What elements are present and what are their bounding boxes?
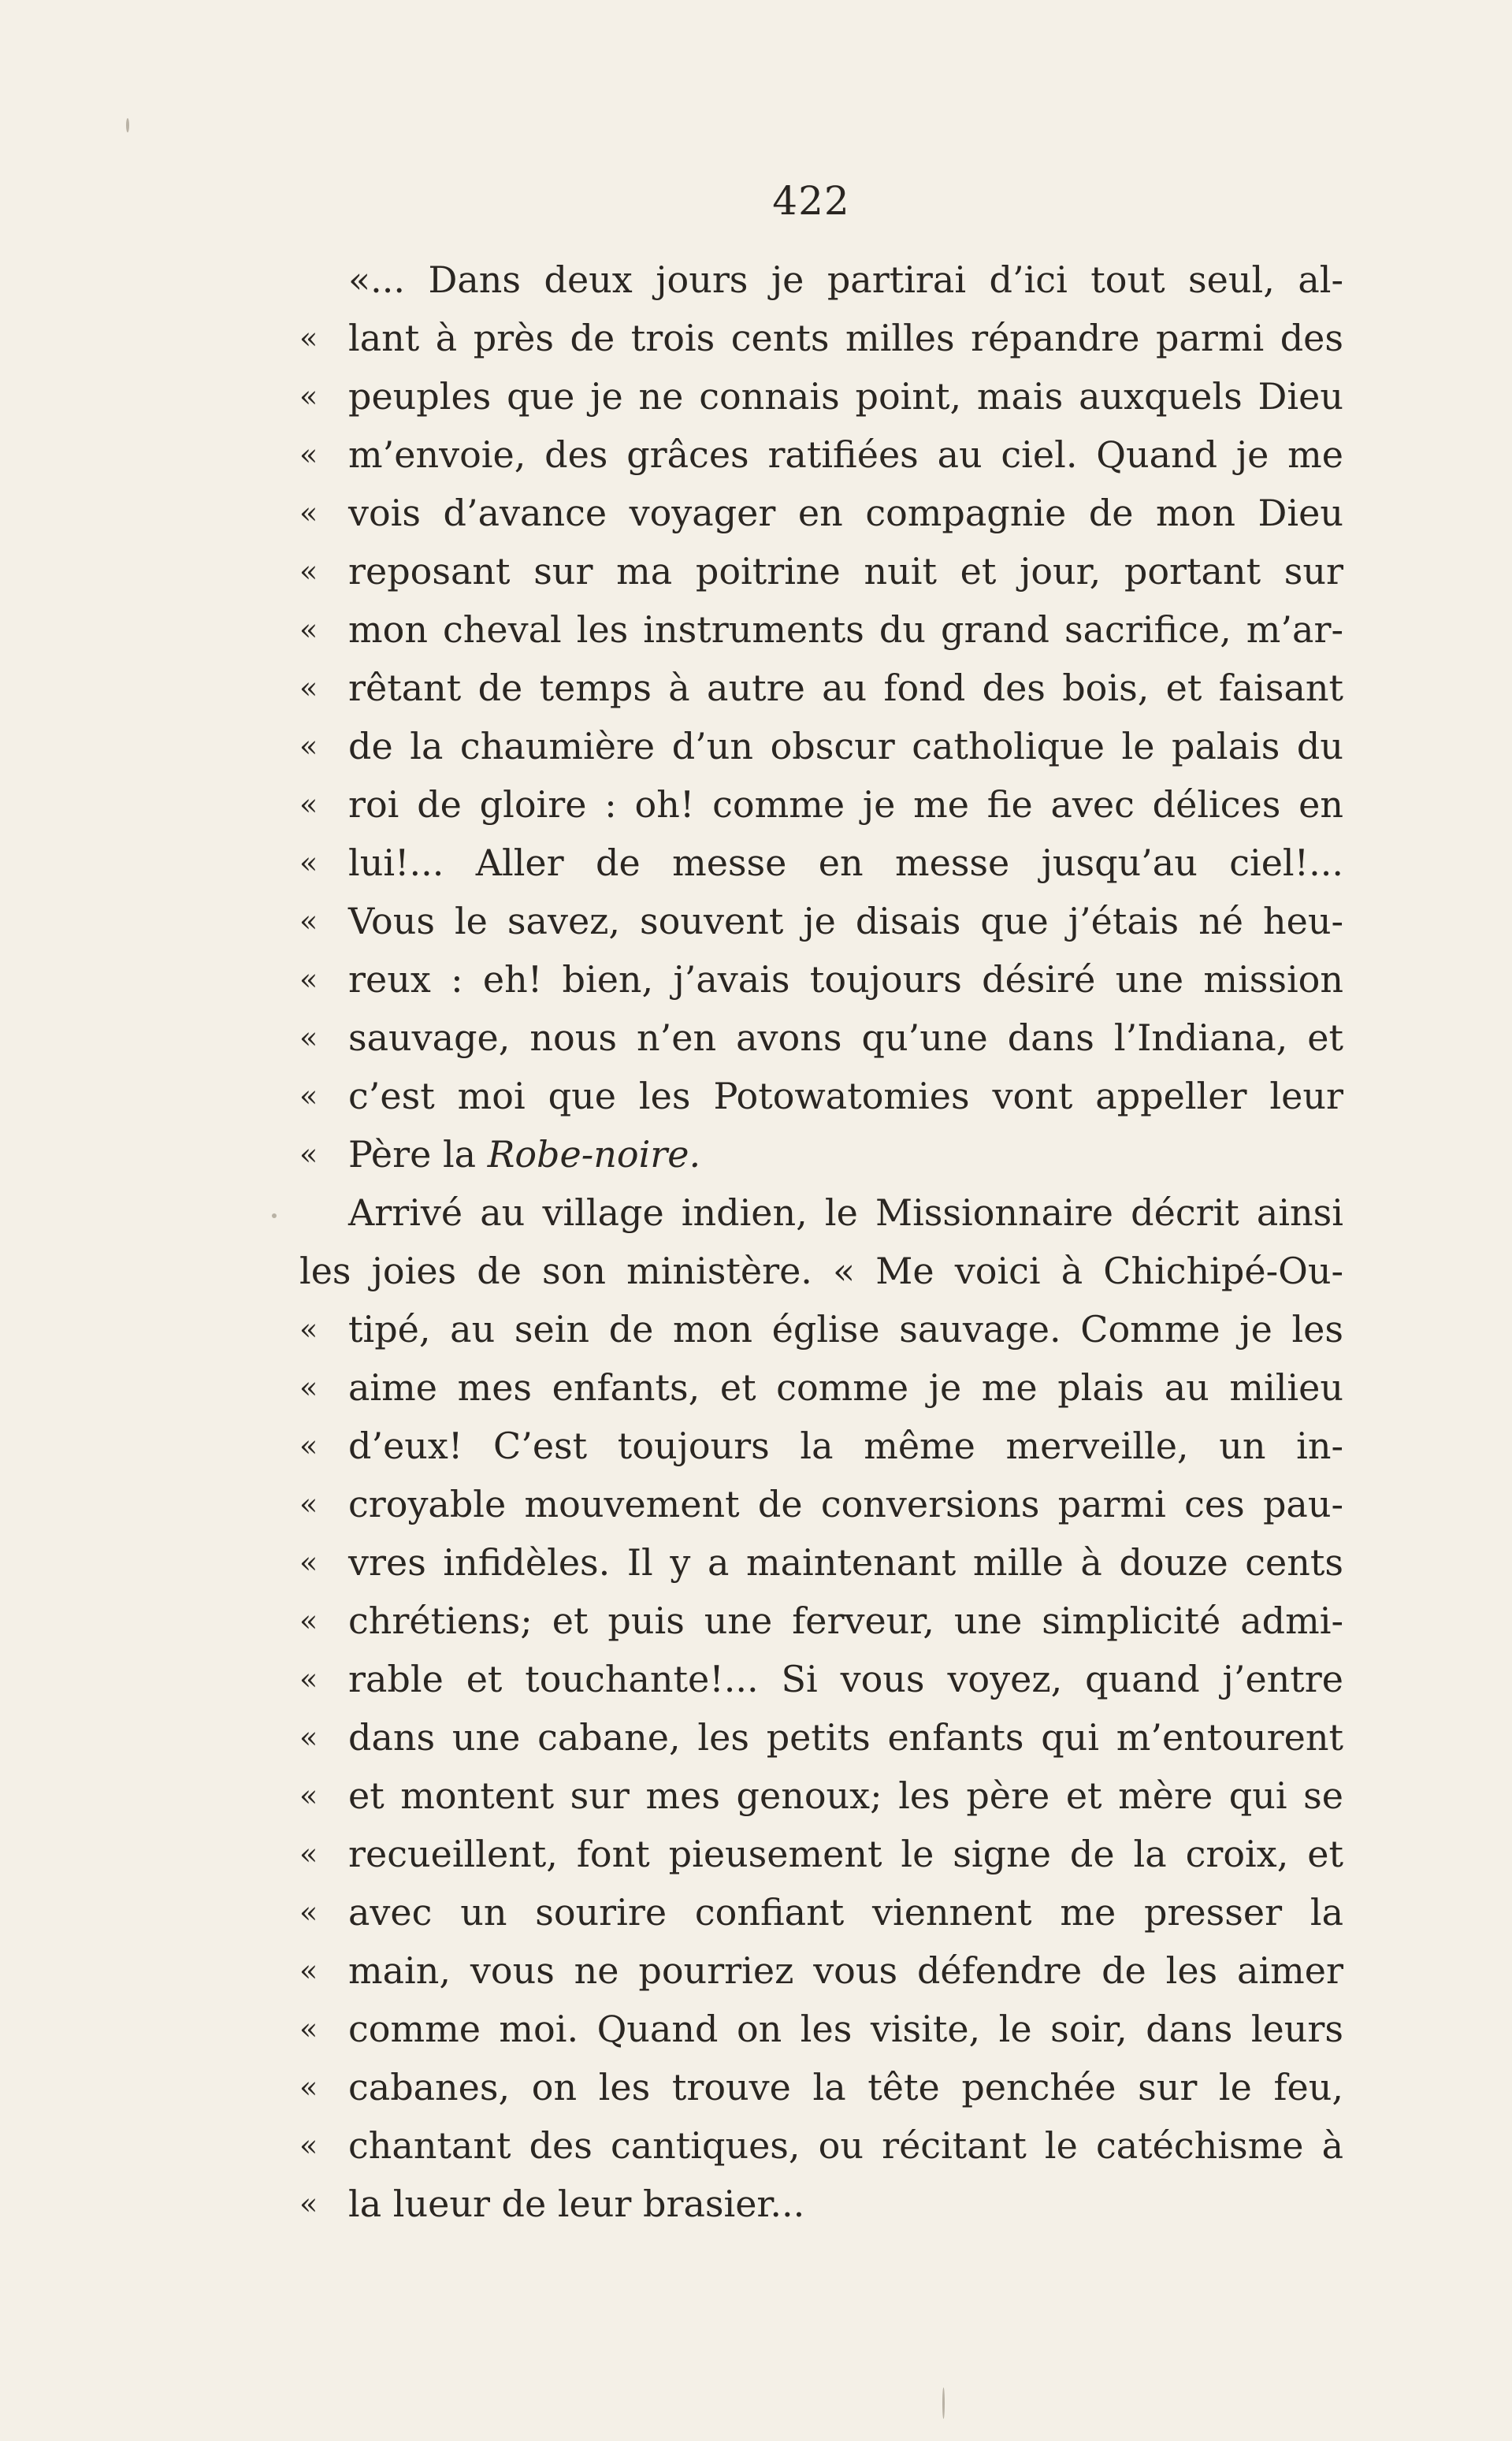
quote-mark: « <box>299 1720 318 1755</box>
line-text <box>299 1242 1343 1300</box>
line-text-run: peuples que je ne connais point, mais auxquels Dieu <box>348 375 1343 418</box>
line-text <box>348 775 1343 834</box>
line-text-run: c’est moi que les Potowatomies vont appeller leur <box>348 1075 1343 1117</box>
line-text-run: vres infidèles. Il y a maintenant mille à douze cents <box>348 1541 1343 1584</box>
text-line <box>299 1825 1343 1883</box>
italic-run: Robe-noire. <box>487 1133 701 1176</box>
line-text-run: tipé, au sein de mon église sauvage. Comme je les <box>348 1308 1343 1351</box>
line-text-run: chantant des cantiques, ou récitant le catéchisme à <box>348 2124 1343 2167</box>
line-text-run: main, vous ne pourriez vous défendre de les aimer <box>348 1949 1343 1992</box>
line-text-run: d’eux! C’est toujours la même merveille, un in- <box>348 1425 1343 1467</box>
quote-mark: « <box>299 1662 318 1696</box>
line-text <box>348 1125 1343 1183</box>
line-text <box>348 892 1343 950</box>
line-text <box>348 950 1343 1009</box>
line-text-run: chrétiens; et puis une ferveur, une simplicité admi- <box>348 1599 1343 1642</box>
line-text-run: roi de gloire : oh! comme je me fie avec délices en <box>348 783 1343 826</box>
line-text <box>348 1708 1343 1767</box>
text-line <box>299 309 1343 367</box>
line-text-run: «... Dans deux jours je partirai d’ici tout seul, al- <box>348 258 1343 301</box>
text-line <box>299 2175 1343 2233</box>
quote-mark: « <box>299 2186 318 2221</box>
line-text <box>348 2000 1343 2058</box>
line-text-run: la lueur de leur brasier... <box>348 2183 805 2225</box>
text-line <box>299 1708 1343 1767</box>
line-text-run: et montent sur mes genoux; les père et mère qui se <box>348 1774 1343 1817</box>
line-text-run: lant à près de trois cents milles répandre parmi des <box>348 317 1343 359</box>
paper-speck <box>126 118 129 132</box>
line-text <box>348 2058 1343 2116</box>
line-text <box>348 1300 1343 1358</box>
text-line <box>299 1650 1343 1708</box>
line-text <box>348 1533 1343 1592</box>
line-text-run: m’envoie, des grâces ratifiées au ciel. Quand je me <box>348 433 1343 476</box>
text-line <box>299 1067 1343 1125</box>
quote-mark: « <box>299 1837 318 1871</box>
text-line <box>299 1358 1343 1417</box>
quote-mark: « <box>299 729 318 764</box>
quote-mark: « <box>299 379 318 414</box>
text-line <box>299 1592 1343 1650</box>
text-line <box>299 2116 1343 2175</box>
text-line <box>299 1475 1343 1533</box>
text-line <box>299 600 1343 659</box>
line-text <box>348 717 1343 775</box>
line-text-run: Père la <box>348 1133 488 1176</box>
body-text <box>299 251 1343 2233</box>
line-text-run: mon cheval les instruments du grand sacrifice, m’ar- <box>348 608 1343 651</box>
quote-mark: « <box>299 1312 318 1347</box>
line-text <box>348 484 1343 542</box>
line-text-run: vois d’avance voyager en compagnie de mon Dieu <box>348 492 1343 534</box>
line-text <box>348 1475 1343 1533</box>
quote-mark: « <box>299 962 318 997</box>
line-text <box>348 309 1343 367</box>
quote-mark: « <box>299 2070 318 2105</box>
line-text-run: Vous le savez, souvent je disais que j’étais né heu- <box>348 900 1343 942</box>
quote-mark: « <box>299 437 318 472</box>
quote-mark: « <box>299 2128 318 2163</box>
quote-mark: « <box>299 1545 318 1580</box>
text-line <box>299 2058 1343 2116</box>
line-text-run: Arrivé au village indien, le Missionnaire décrit ainsi <box>348 1191 1343 1234</box>
line-text-run: rable et touchante!... Si vous voyez, quand j’entre <box>348 1658 1343 1700</box>
text-line <box>299 425 1343 484</box>
line-text <box>348 1358 1343 1417</box>
text-line <box>299 1242 1343 1300</box>
text-line <box>299 367 1343 425</box>
line-text <box>348 1009 1343 1067</box>
text-line <box>299 717 1343 775</box>
line-text <box>299 1183 1343 1242</box>
text-line <box>299 2000 1343 2058</box>
text-line <box>299 542 1343 600</box>
line-text-run: croyable mouvement de conversions parmi ces pau- <box>348 1483 1343 1525</box>
text-line <box>299 1183 1343 1242</box>
text-line <box>299 1417 1343 1475</box>
text-line <box>299 659 1343 717</box>
line-text-run: recueillent, font pieusement le signe de la croix, et <box>348 1833 1343 1875</box>
quote-mark: « <box>299 904 318 938</box>
line-text-run: avec un sourire confiant viennent me presser la <box>348 1891 1343 1934</box>
quote-mark: « <box>299 1778 318 1813</box>
text-line <box>299 1300 1343 1358</box>
line-text <box>348 1650 1343 1708</box>
quote-mark: « <box>299 671 318 705</box>
text-line <box>299 892 1343 950</box>
quote-mark: « <box>299 1020 318 1055</box>
line-text-run: dans une cabane, les petits enfants qui m’entourent <box>348 1716 1343 1759</box>
quote-mark: « <box>299 2012 318 2046</box>
line-text-run: sauvage, nous n’en avons qu’une dans l’Indiana, et <box>348 1016 1343 1059</box>
line-text <box>348 1883 1343 1941</box>
quote-mark: « <box>299 1079 318 1113</box>
line-text <box>348 1417 1343 1475</box>
quote-mark: « <box>299 845 318 880</box>
text-line <box>299 1767 1343 1825</box>
quote-mark: « <box>299 1370 318 1405</box>
line-text-run: reux : eh! bien, j’avais toujours désiré une mission <box>348 958 1343 1001</box>
quote-mark: « <box>299 1429 318 1463</box>
quote-mark: « <box>299 1487 318 1521</box>
line-text <box>348 1067 1343 1125</box>
line-text <box>348 1767 1343 1825</box>
paper-speck <box>272 1213 277 1218</box>
line-text <box>348 834 1343 892</box>
quote-mark: « <box>299 1603 318 1638</box>
text-line <box>299 1533 1343 1592</box>
line-text <box>348 542 1343 600</box>
line-text <box>348 1825 1343 1883</box>
line-text-run: reposant sur ma poitrine nuit et jour, portant sur <box>348 550 1343 593</box>
line-text <box>348 659 1343 717</box>
quote-mark: « <box>299 1895 318 1930</box>
quote-mark: « <box>299 321 318 355</box>
line-text <box>348 2175 1343 2233</box>
text-line <box>299 1125 1343 1183</box>
quote-mark: « <box>299 1137 318 1172</box>
text-line <box>299 950 1343 1009</box>
line-text-run: rêtant de temps à autre au fond des bois, et faisant <box>348 667 1343 709</box>
text-line <box>299 1941 1343 2000</box>
page-number: 422 <box>772 178 850 224</box>
line-text-run: cabanes, on les trouve la tête penchée sur le feu, <box>348 2066 1343 2108</box>
line-text-run: lui!... Aller de messe en messe jusqu’au ciel!... <box>348 842 1343 884</box>
line-text <box>348 2116 1343 2175</box>
text-line <box>299 484 1343 542</box>
line-text-run: de la chaumière d’un obscur catholique le palais du <box>348 725 1343 767</box>
quote-mark: « <box>299 554 318 589</box>
line-text <box>299 251 1343 309</box>
line-text <box>348 1592 1343 1650</box>
text-line <box>299 775 1343 834</box>
line-text <box>348 1941 1343 2000</box>
line-text <box>348 425 1343 484</box>
quote-mark: « <box>299 612 318 647</box>
paper-speck <box>942 2387 945 2419</box>
line-text-run: les joies de son ministère. « Me voici à Chichipé-Ou- <box>299 1250 1343 1292</box>
line-text-run: comme moi. Quand on les visite, le soir, dans leurs <box>348 2008 1343 2050</box>
text-line <box>299 1009 1343 1067</box>
text-line <box>299 1883 1343 1941</box>
quote-mark: « <box>299 787 318 822</box>
line-text-run: aime mes enfants, et comme je me plais au milieu <box>348 1366 1343 1409</box>
text-line <box>299 834 1343 892</box>
line-text <box>348 600 1343 659</box>
line-text <box>348 367 1343 425</box>
text-line <box>299 251 1343 309</box>
quote-mark: « <box>299 496 318 530</box>
quote-mark: « <box>299 1953 318 1988</box>
